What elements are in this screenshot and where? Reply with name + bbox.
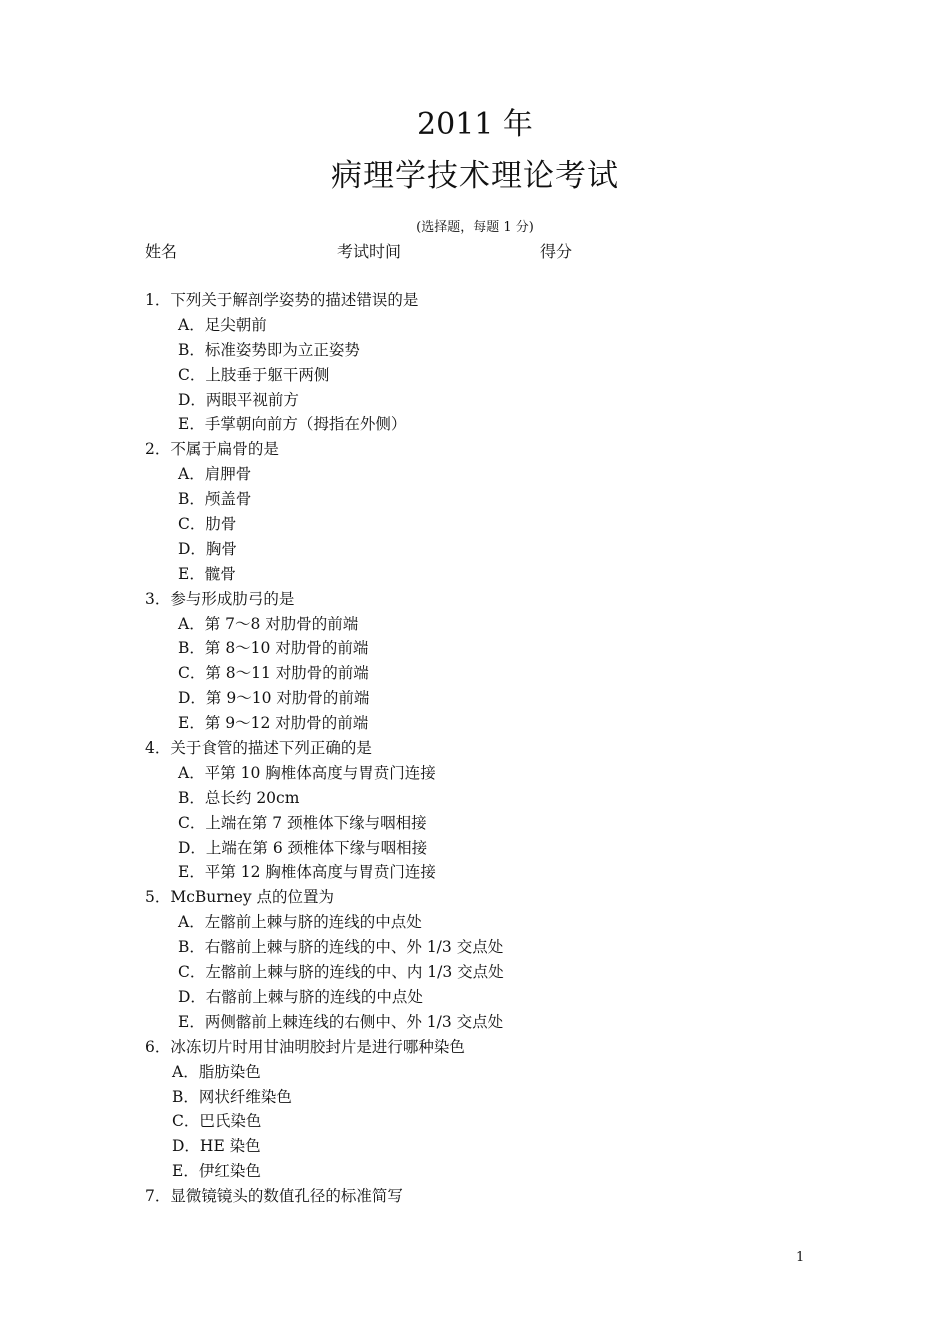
question-stem: 6．冰冻切片时用甘油明胶封片是进行哪种染色 [145, 1037, 465, 1056]
answer-option: D．上端在第 6 颈椎体下缘与咽相接 [178, 838, 428, 857]
answer-option: C．左髂前上棘与脐的连线的中、内 1/3 交点处 [178, 963, 504, 982]
answer-option: A．左髂前上棘与脐的连线的中点处 [178, 913, 422, 932]
answer-option: B．网状纤维染色 [172, 1087, 292, 1106]
exam-subtitle: (选择题，每题 1 分) [416, 220, 534, 235]
exam-year: 2011 年 [417, 107, 533, 142]
answer-option: A．第 7～8 对肋骨的前端 [178, 614, 359, 633]
question-stem: 4．关于食管的描述下列正确的是 [145, 739, 372, 758]
question-stem: 7．显微镜镜头的数值孔径的标准简写 [145, 1187, 403, 1206]
page-number: 1 [796, 1250, 805, 1265]
answer-option: C．上肢垂于躯干两侧 [178, 365, 330, 384]
answer-option: B．颅盖骨 [178, 490, 252, 509]
question-stem: 1．下列关于解剖学姿势的描述错误的是 [145, 291, 419, 309]
exam-title: 病理学技术理论考试 [331, 158, 619, 194]
answer-option: C．上端在第 7 颈椎体下缘与咽相接 [178, 813, 427, 832]
answer-option: A．肩胛骨 [178, 465, 252, 484]
answer-option: D．两眼平视前方 [178, 390, 299, 409]
question-stem: 5．McBurney 点的位置为 [145, 888, 335, 907]
answer-option: B．总长约 20cm [178, 788, 300, 807]
answer-option: E．伊红染色 [172, 1162, 261, 1181]
answer-option: E．第 9～12 对肋骨的前端 [178, 714, 369, 733]
answer-option: A．平第 10 胸椎体高度与胃贲门连接 [178, 763, 436, 782]
answer-option: E．髋骨 [178, 564, 236, 583]
score-label: 得分 [540, 242, 573, 261]
answer-option: A．足尖朝前 [178, 315, 267, 334]
candidate-info-row [0, 240, 950, 264]
question-stem: 2．不属于扁骨的是 [145, 440, 279, 459]
answer-option: D．HE 染色 [172, 1137, 261, 1156]
answer-option: A．脂肪染色 [172, 1062, 261, 1081]
answer-option: C．第 8～11 对肋骨的前端 [178, 664, 369, 683]
answer-option: E．平第 12 胸椎体高度与胃贲门连接 [178, 863, 436, 882]
name-label: 姓名 [145, 242, 178, 261]
answer-option: C．肋骨 [178, 515, 237, 534]
answer-option: D．第 9～10 对肋骨的前端 [178, 689, 370, 708]
answer-option: B．第 8～10 对肋骨的前端 [178, 639, 369, 658]
question-stem: 3．参与形成肋弓的是 [145, 589, 295, 608]
question-list [145, 288, 845, 1209]
answer-option: B．右髂前上棘与脐的连线的中、外 1/3 交点处 [178, 938, 504, 957]
answer-option: E．手掌朝向前方（拇指在外侧） [178, 415, 407, 434]
answer-option: D．胸骨 [178, 539, 237, 558]
answer-option: E．两侧髂前上棘连线的右侧中、外 1/3 交点处 [178, 1012, 504, 1031]
answer-option: B．标准姿势即为立正姿势 [178, 340, 360, 359]
answer-option: C．巴氏染色 [172, 1112, 262, 1131]
answer-option: D．右髂前上棘与脐的连线的中点处 [178, 987, 423, 1006]
exam-time-label: 考试时间 [337, 242, 402, 261]
